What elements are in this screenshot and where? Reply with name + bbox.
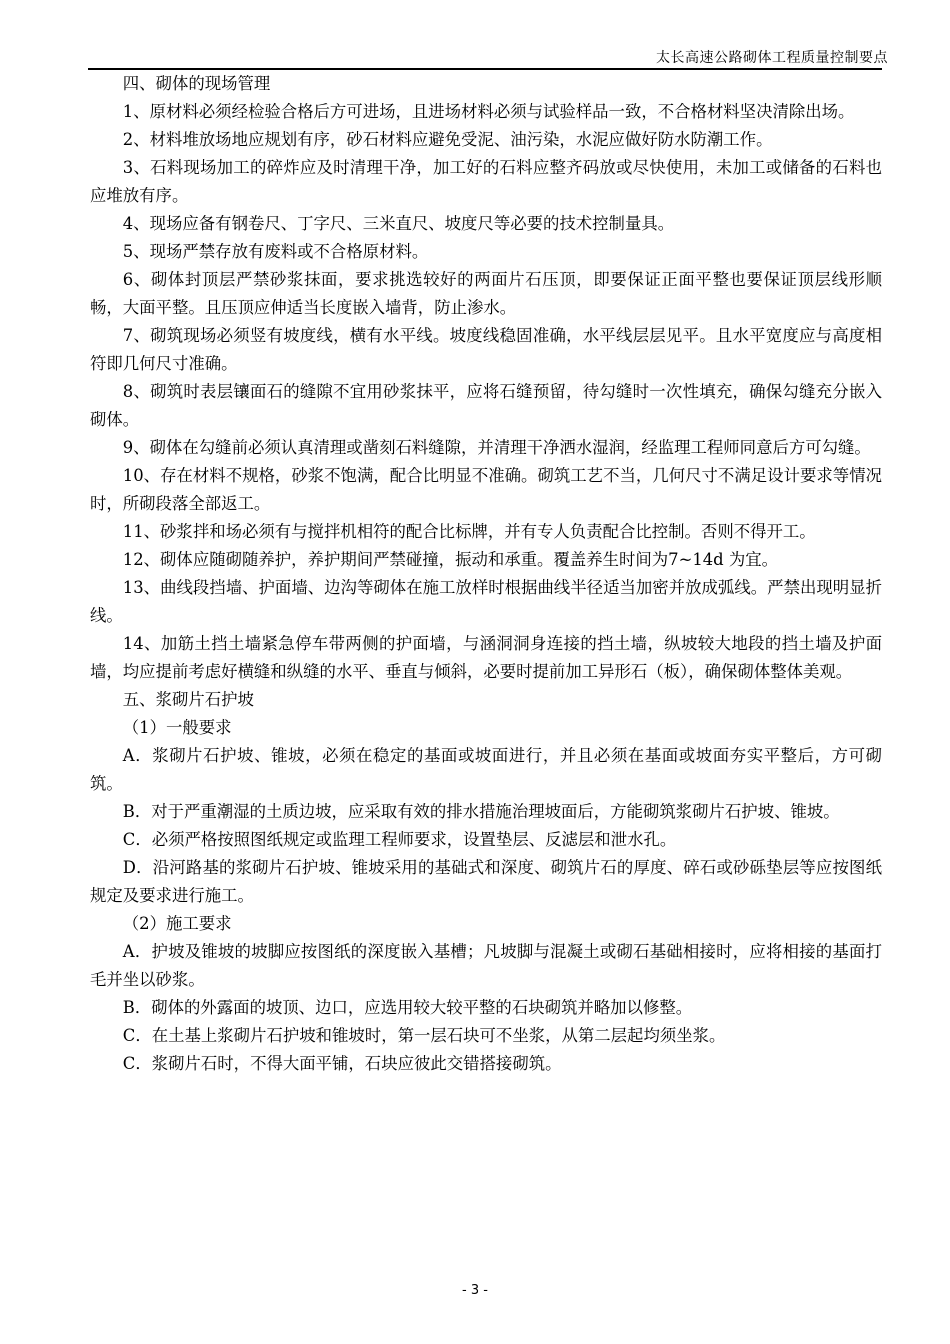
paragraph: 10、存在材料不规格，砂浆不饱满，配合比明显不准确。砌筑工艺不当，几何尺寸不满足设计要求等情况时，所砌段落全部返工。 [90,466,882,513]
paragraph: D．沿河路基的浆砌片石护坡、锥坡采用的基础式和深度、砌筑片石的厚度、碎石或砂砾垫层等应按图纸规定及要求进行施工。 [90,858,882,905]
paragraph: B．砌体的外露面的坡顶、边口，应选用较大较平整的石块砌筑并略加以修整。 [122,998,693,1017]
paragraph: C．在土基上浆砌片石护坡和锥坡时，第一层石块可不坐浆，从第二层起均须坐浆。 [122,1026,726,1045]
page-number: - 3 - [462,1283,488,1298]
paragraph: 2、材料堆放场地应规划有序，砂石材料应避免受泥、油污染，水泥应做好防水防潮工作。 [122,130,773,149]
subsection-heading: （2）施工要求 [122,914,232,933]
paragraph: A．浆砌片石护坡、锥坡，必须在稳定的基面或坡面进行，并且必须在基面或坡面夯实平整后，方可砌筑。 [90,746,882,793]
document-body [90,70,882,1078]
paragraph: 3、石料现场加工的碎炸应及时清理干净，加工好的石料应整齐码放或尽快使用，未加工或储备的石料也应堆放有序。 [90,158,882,205]
paragraph: C．必须严格按照图纸规定或监理工程师要求，设置垫层、反滤层和泄水孔。 [122,830,677,849]
paragraph: B．对于严重潮湿的土质边坡，应采取有效的排水措施治理坡面后，方能砌筑浆砌片石护坡、锥坡。 [122,802,840,821]
paragraph: 14、加筋土挡土墙紧急停车带两侧的护面墙，与涵洞洞身连接的挡土墙，纵坡较大地段的挡土墙及护面墙，均应提前考虑好横缝和纵缝的水平、垂直与倾斜，必要时提前加工异形石（板），确保砌体整体美观。 [90,634,882,681]
paragraph: 13、曲线段挡墙、护面墙、边沟等砌体在施工放样时根据曲线半径适当加密并放成弧线。严禁出现明显折线。 [90,578,882,625]
paragraph: 1、原材料必须经检验合格后方可进场，且进场材料必须与试验样品一致，不合格材料坚决清除出场。 [122,102,855,121]
paragraph: 4、现场应备有钢卷尺、丁字尺、三米直尺、坡度尺等必要的技术控制量具。 [122,214,675,233]
subsection-heading: （1）一般要求 [122,718,232,737]
paragraph: 12、砌体应随砌随养护，养护期间严禁碰撞，振动和承重。覆盖养生时间为7~14d 为宜。 [122,550,779,569]
section-heading: 五、浆砌片石护坡 [122,690,254,709]
paragraph: 9、砌体在勾缝前必须认真清理或凿刻石料缝隙，并清理干净洒水湿润，经监理工程师同意后方可勾缝。 [122,438,871,457]
paragraph: 11、砂浆拌和场必须有与搅拌机相符的配合比标牌，并有专人负责配合比控制。否则不得开工。 [122,522,816,541]
paragraph: 6、砌体封顶层严禁砂浆抹面，要求挑选较好的两面片石压顶，即要保证正面平整也要保证顶层线形顺畅，大面平整。且压顶应伸适当长度嵌入墙背，防止渗水。 [90,270,882,317]
paragraph: C．浆砌片石时，不得大面平铺，石块应彼此交错搭接砌筑。 [122,1054,562,1073]
paragraph: A．护坡及锥坡的坡脚应按图纸的深度嵌入基槽；凡坡脚与混凝土或砌石基础相接时，应将相接的基面打毛并坐以砂浆。 [90,942,882,989]
paragraph: 8、砌筑时表层镶面石的缝隙不宜用砂浆抹平，应将石缝预留，待勾缝时一次性填充，确保勾缝充分嵌入砌体。 [90,382,882,429]
section-heading: 四、砌体的现场管理 [122,74,271,93]
paragraph: 7、砌筑现场必须竖有坡度线，横有水平线。坡度线稳固准确，水平线层层见平。且水平宽度应与高度相符即几何尺寸准确。 [90,326,882,373]
running-header: 太长高速公路砌体工程质量控制要点 [656,50,888,66]
paragraph: 5、现场严禁存放有废料或不合格原材料。 [122,242,429,261]
